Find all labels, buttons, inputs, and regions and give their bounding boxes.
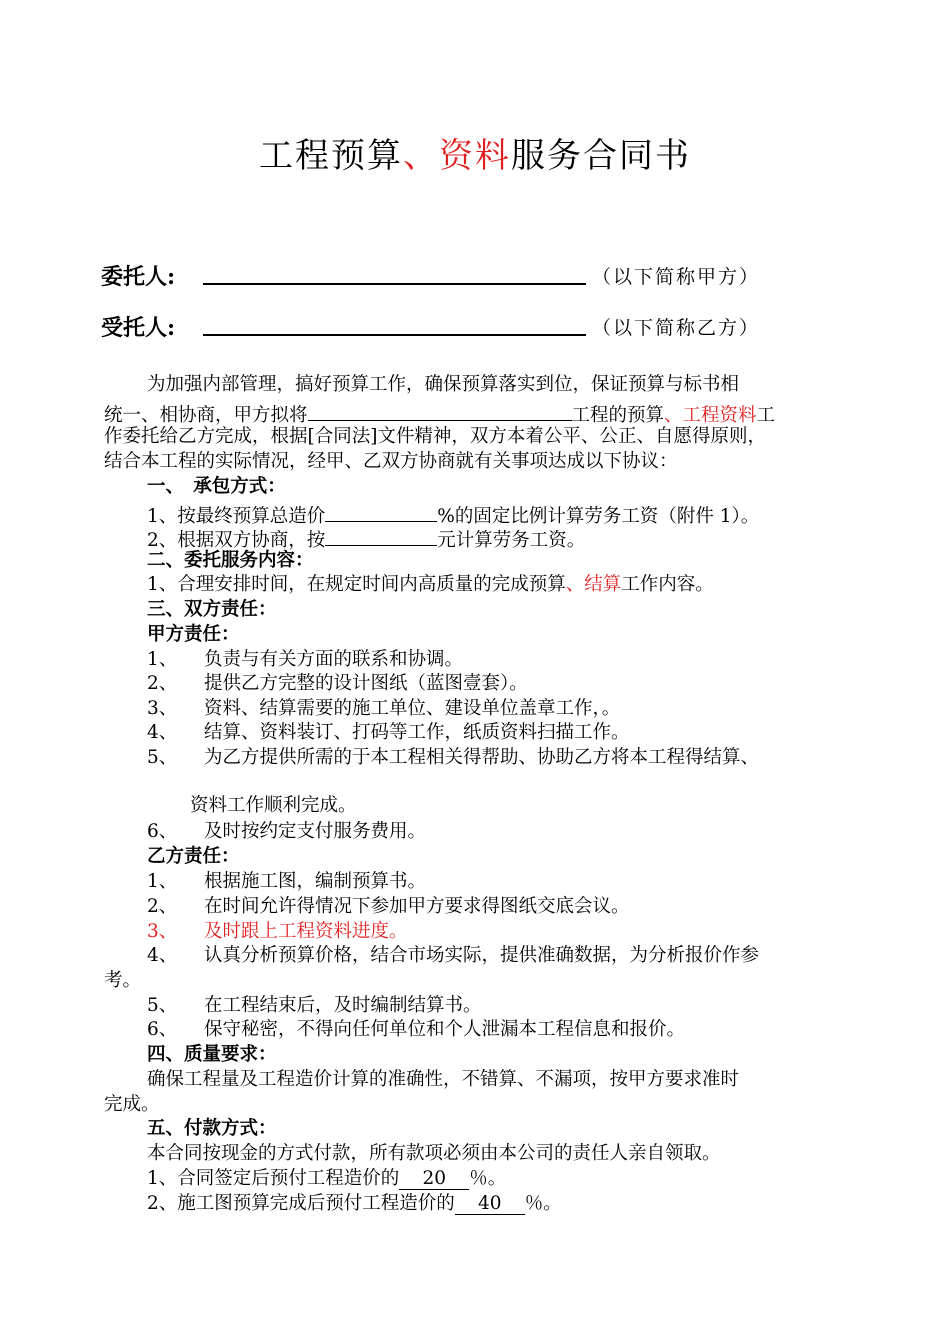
title-part-1: 工程预算: [259, 136, 403, 176]
list-number: 4、: [147, 945, 178, 966]
section-2-item-1: [147, 576, 714, 595]
client-label: 委托人:: [101, 264, 176, 290]
section-2-item-1-text: 1、合理安排时间，在规定时间内高质量的完成预算: [147, 574, 566, 595]
party-a-duties-heading: 甲方责任：: [147, 624, 240, 645]
party-b-duty-1: [147, 873, 426, 892]
list-text: 根据施工图，编制预算书。: [204, 871, 427, 892]
agent-note: （以下简称乙方）: [592, 317, 761, 339]
section-5-item-1: [147, 1170, 506, 1190]
section-1-item-2-text: 2、根据双方协商，按: [147, 530, 326, 551]
party-b-duties-heading: 乙方责任：: [147, 846, 240, 867]
section-2-heading: 二、委托服务内容：: [147, 550, 314, 571]
section-1-item-1: [147, 503, 759, 527]
list-number: 2、: [147, 673, 178, 694]
advance-percent-1[interactable]: 20: [399, 1170, 469, 1190]
party-b-duty-4-cont: 考。: [104, 970, 142, 991]
party-a-duty-4: [147, 724, 630, 743]
section-1-item-1-text: 1、按最终预算总造价: [147, 506, 326, 527]
amount-blank[interactable]: [325, 527, 437, 546]
list-number: 1、: [147, 871, 178, 892]
list-text: 及时按约定支付服务费用。: [204, 821, 427, 842]
client-note: （以下简称甲方）: [592, 266, 761, 288]
section-2-item-1-text-c: 工作内容。: [621, 574, 714, 595]
list-text: 提供乙方完整的设计图纸（蓝图壹套）。: [204, 673, 528, 694]
section-5-item-2: [147, 1195, 562, 1215]
list-text: 负责与有关方面的联系和协调。: [204, 649, 464, 670]
title-part-2: 、资料: [403, 136, 511, 176]
party-a-duty-2: [147, 675, 528, 694]
agent-name-field[interactable]: [203, 334, 586, 336]
advance-percent-2[interactable]: 40: [455, 1195, 525, 1215]
section-4-heading: 四、质量要求：: [147, 1044, 277, 1065]
list-number: 4、: [147, 722, 178, 743]
title-part-3: 服务合同书: [511, 136, 691, 176]
intro-line-2-text-b: 工程的预算: [571, 405, 665, 426]
section-1-heading: 一、 承包方式：: [147, 476, 286, 497]
list-text: 结算、资料装订、打码等工作，纸质资料扫描工作。: [204, 722, 630, 743]
party-a-duty-5-cont: 资料工作顺利完成。: [190, 795, 357, 816]
list-text: 资料、结算需要的施工单位、建设单位盖章工作，。: [204, 698, 621, 719]
intro-line-1: 为加强内部管理，搞好预算工作，确保预算落实到位，保证预算与标书相: [147, 374, 740, 395]
list-text: 认真分析预算价格，结合市场实际，提供准确数据，为分析报价作参: [204, 945, 760, 966]
list-number: 2、: [147, 896, 178, 917]
section-5-item-1-text: 1、合同签定后预付工程造价的: [147, 1168, 400, 1189]
list-number: 6、: [147, 821, 178, 842]
section-4-line-1: 确保工程量及工程造价计算的准确性，不错算、不漏项，按甲方要求准时: [147, 1069, 740, 1090]
section-1-item-2: [147, 527, 585, 551]
intro-line-3: 作委托给乙方完成，根据[合同法]文件精神，双方本着公平、公正、自愿得原则，: [104, 426, 766, 447]
section-5-heading: 五、付款方式：: [147, 1118, 277, 1139]
party-a-duty-3: [147, 700, 620, 719]
client-name-field[interactable]: [203, 283, 586, 285]
list-number: 3、: [147, 698, 178, 719]
party-b-duty-6: [147, 1021, 685, 1040]
party-b-duty-3: [147, 923, 408, 942]
section-5-line-1: 本合同按现金的方式付款，所有款项必须由本公司的责任人亲自领取。: [147, 1143, 721, 1164]
list-number: 5、: [147, 747, 178, 768]
document-title: [0, 128, 950, 177]
list-text: 在工程结束后，及时编制结算书。: [204, 995, 482, 1016]
party-a-duty-6: [147, 823, 426, 842]
party-b-duty-2: [147, 898, 630, 917]
list-number: 6、: [147, 1019, 178, 1040]
party-b-duty-5: [147, 997, 482, 1016]
section-1-item-1-text-b: %的固定比例计算劳务工资（附件 1）。: [437, 506, 760, 527]
list-number: 3、: [147, 921, 178, 942]
section-4-line-2: 完成。: [104, 1094, 160, 1115]
percentage-blank[interactable]: [325, 503, 437, 522]
section-3-heading: 三、双方责任：: [147, 599, 277, 620]
intro-line-2-text-d: 工: [756, 405, 776, 426]
party-b-duty-4: [147, 947, 759, 966]
party-a-duty-1: [147, 651, 463, 670]
section-5-item-2-text: 2、施工图预算完成后预付工程造价的: [147, 1193, 455, 1214]
list-text: 保守秘密，不得向任何单位和个人泄漏本工程信息和报价。: [204, 1019, 686, 1040]
list-text: 在时间允许得情况下参加甲方要求得图纸交底会议。: [204, 896, 630, 917]
party-a-duty-5: [147, 749, 759, 768]
intro-line-2-highlight: 、工程资料: [664, 405, 757, 426]
list-number: 5、: [147, 995, 178, 1016]
intro-line-2: [104, 402, 775, 426]
section-1-item-2-text-b: 元计算劳务工资。: [437, 530, 586, 551]
list-text: 为乙方提供所需的于本工程相关得帮助、协助乙方将本工程得结算、: [204, 747, 760, 768]
agent-label: 受托人:: [101, 315, 176, 341]
intro-line-2-text: 统一、相协商，甲方拟将: [104, 405, 308, 426]
intro-line-4: 结合本工程的实际情况，经甲、乙双方协商就有关事项达成以下协议：: [104, 451, 678, 472]
list-text: 及时跟上工程资料进度。: [204, 921, 408, 942]
section-5-item-1-text-b: ％。: [469, 1168, 507, 1189]
section-5-item-2-text-b: ％。: [524, 1193, 562, 1214]
list-number: 1、: [147, 649, 178, 670]
project-name-blank[interactable]: [308, 402, 572, 421]
section-2-item-1-highlight: 、结算: [565, 574, 622, 595]
